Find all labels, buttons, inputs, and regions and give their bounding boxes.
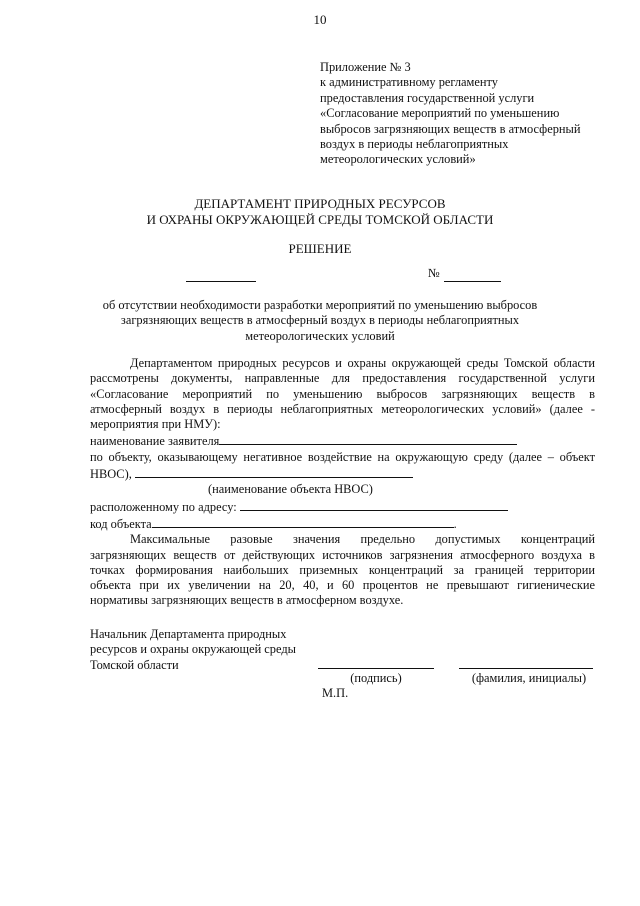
date-blank-line	[186, 267, 256, 282]
object-line-1: по объекту, оказывающему негативное воздействие на окружающую среду (далее – объект	[90, 449, 595, 464]
name-caption: (фамилия, инициалы)	[471, 671, 587, 685]
object-label: НВОС),	[90, 467, 135, 482]
paragraph-2-line: объекта при их увеличении на 20, 40, и 60 процентов не превышают гигиенические	[90, 578, 595, 593]
appendix-block	[320, 60, 620, 168]
code-end: .	[453, 516, 457, 531]
object-caption: (наименование объекта НВОС)	[208, 482, 373, 497]
paragraph-1-line: мероприятия при НМУ):	[90, 417, 221, 432]
address-label: расположенному по адресу:	[90, 499, 240, 514]
number-label: №	[428, 266, 440, 280]
chief-line-2: ресурсов и охраны окружающей среды	[90, 642, 296, 657]
paragraph-2-line: точках формирования наибольших приземных концентраций за границей территории	[90, 562, 595, 577]
name-blank-line	[459, 668, 593, 669]
stamp-mark: М.П.	[322, 686, 349, 700]
decision-subject	[60, 298, 580, 344]
signature-blank-line	[318, 668, 434, 669]
paragraph-1-line: рассмотрены документы, направленные для предоставления государственной услуги	[90, 371, 595, 386]
appendix-line: выбросов загрязняющих веществ в атмосферный	[320, 121, 581, 136]
subject-line-3: метеорологических условий	[245, 328, 395, 343]
paragraph-2-line: нормативы загрязняющих веществ в атмосферном воздухе.	[90, 593, 404, 608]
paragraph-1-line: атмосферный воздух в периоды неблагоприятных метеорологических условий» (далее -	[90, 401, 595, 416]
department-line-2: И ОХРАНЫ ОКРУЖАЮЩЕЙ СРЕДЫ ТОМСКОЙ ОБЛАСТИ	[146, 212, 494, 227]
appendix-line: к административному регламенту	[320, 75, 498, 90]
object-row	[90, 465, 595, 482]
code-row	[90, 515, 595, 532]
applicant-label: наименование заявителя	[90, 434, 220, 449]
address-row	[90, 498, 595, 515]
paragraph-1-line: Департаментом природных ресурсов и охраны окружающей среды Томской области	[130, 356, 595, 370]
appendix-line: воздух в периоды неблагоприятных	[320, 137, 509, 152]
signature-caption: (подпись)	[350, 671, 402, 685]
code-label: код объекта	[90, 516, 152, 531]
subject-line-1: об отсутствии необходимости разработки мероприятий по уменьшению выбросов	[102, 298, 538, 312]
subject-line-2: загрязняющих веществ в атмосферный воздух в периоды неблагоприятных	[120, 313, 520, 328]
department-line-1: ДЕПАРТАМЕНТ ПРИРОДНЫХ РЕСУРСОВ	[194, 196, 446, 211]
chief-line-3: Томской области	[90, 657, 179, 672]
applicant-blank-line	[219, 432, 517, 445]
chief-title	[90, 627, 296, 673]
page-number: 10	[313, 12, 327, 27]
address-blank-line	[240, 498, 508, 511]
chief-line-1: Начальник Департамента природных	[90, 627, 287, 641]
paragraph-2-line: Максимальные разовые значения предельно допустимых концентраций	[130, 532, 595, 547]
object-blank-line	[135, 465, 413, 478]
paragraph-1-line: «Согласование мероприятий по уменьшению выбросов загрязняющих веществ в	[90, 386, 595, 401]
appendix-line: Приложение № 3	[320, 60, 411, 74]
decision-title: РЕШЕНИЕ	[288, 241, 352, 256]
appendix-line: метеорологических условий»	[320, 152, 476, 167]
paragraph-2-line: загрязняющих веществ от действующих источников загрязнения атмосферного воздуха в	[90, 547, 595, 562]
applicant-row	[90, 432, 595, 449]
department-heading	[0, 196, 640, 228]
decision-body	[90, 356, 595, 609]
number-blank-line	[444, 267, 501, 282]
appendix-line: «Согласование мероприятий по уменьшению	[320, 106, 560, 121]
appendix-line: предоставления государственной услуги	[320, 90, 535, 105]
code-blank-line	[152, 515, 454, 528]
